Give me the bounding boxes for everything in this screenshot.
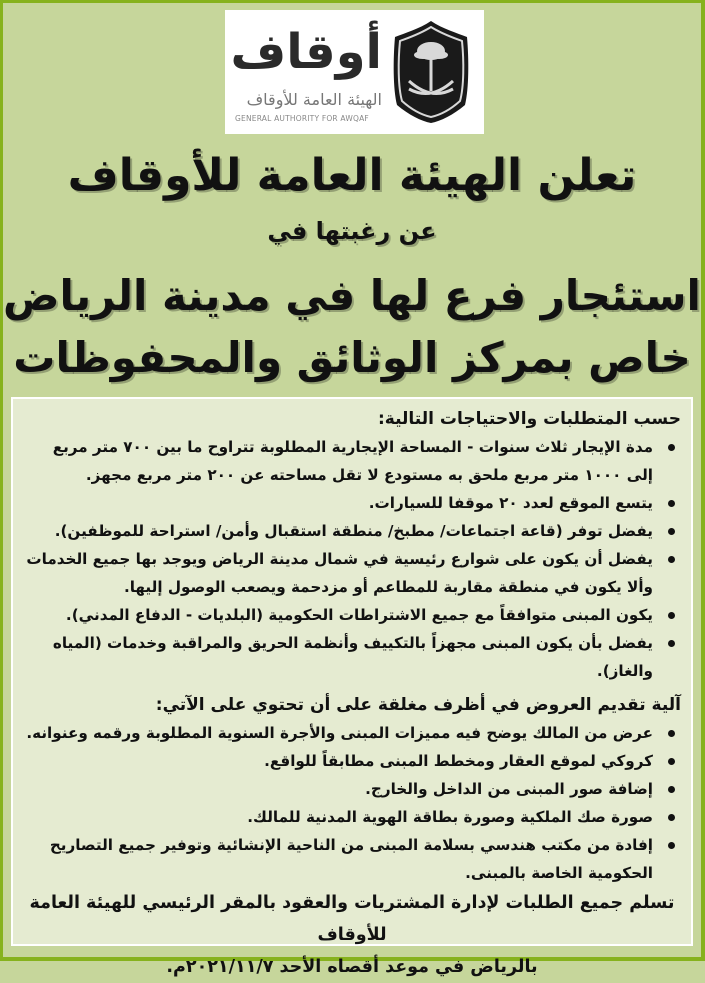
submission-item	[23, 775, 681, 803]
submission-item	[23, 831, 681, 887]
requirement-item	[23, 433, 681, 489]
bullet-icon	[668, 842, 675, 849]
requirement-item	[23, 545, 681, 601]
logo	[225, 10, 484, 134]
submission-item	[23, 747, 681, 775]
bullet-icon	[668, 444, 675, 451]
submission-item	[23, 803, 681, 831]
requirement-text: يتسع الموقع لعدد ٢٠ موقفا للسيارات.	[368, 494, 653, 512]
requirement-text: يكون المبنى متوافقاً مع جميع الاشتراطات الحكومية (البلديات - الدفاع المدني).	[65, 606, 653, 624]
headline-department: خاص بمركز الوثائق والمحفوظات	[13, 333, 691, 382]
bullet-icon	[668, 814, 675, 821]
logo-subtitle-arabic: الهيئة العامة للأوقاف	[246, 90, 382, 109]
requirements-list	[23, 433, 681, 685]
requirements-title: حسب المتطلبات والاحتياجات التالية:	[377, 409, 681, 429]
bullet-icon	[668, 612, 675, 619]
submission-text: عرض من المالك يوضح فيه مميزات المبنى والأجرة السنوية المطلوبة ورقمه وعنوانه.	[26, 724, 653, 742]
submission-text: إضافة صور المبنى من الداخل والخارج.	[365, 780, 653, 798]
headline-main: تعلن الهيئة العامة للأوقاف	[67, 150, 637, 201]
requirement-item	[23, 629, 681, 685]
logo-subtitle-english: GENERAL AUTHORITY FOR AWQAF	[235, 114, 369, 123]
submission-text: صورة صك الملكية وصورة بطاقة الهوية المدنية للمالك.	[247, 808, 653, 826]
submission-deadline	[23, 887, 681, 983]
headline-sub: عن رغبتها في	[267, 217, 437, 245]
bullet-icon	[668, 786, 675, 793]
bullet-icon	[668, 528, 675, 535]
submission-item	[23, 719, 681, 747]
submission-list	[23, 719, 681, 887]
requirement-text: يفضل بأن يكون المبنى مجهزاً بالتكييف وأنظمة الحريق والمراقبة وخدمات (المياه والغاز).	[52, 634, 653, 680]
requirement-text: يفضل أن يكون على شوارع رئيسية في شمال مدينة الرياض ويوجد بها جميع الخدمات وألا يكون في منطقة مقاربة للمطاعم أو مزدحمة ويصعب الوصول إليها.	[26, 550, 653, 596]
bullet-icon	[668, 556, 675, 563]
palm-and-swords-emblem-icon	[391, 19, 471, 125]
headline-purpose: استئجار فرع لها في مدينة الرياض	[3, 271, 701, 320]
requirement-item	[23, 601, 681, 629]
bullet-icon	[668, 500, 675, 507]
deadline-line-1: تسلم جميع الطلبات لإدارة المشتريات والعقود بالمقر الرئيسي للهيئة العامة للأوقاف	[29, 893, 675, 945]
submission-text: إفادة من مكتب هندسي بسلامة المبنى من الناحية الإنشائية وتوفير جميع التصاريح الحكومية الخاصة بالمبنى.	[49, 836, 653, 882]
requirement-item	[23, 489, 681, 517]
requirement-text: يفضل توفر (قاعة اجتماعات/ مطبخ/ منطقة استقبال وأمن/ استراحة للموظفين).	[54, 522, 653, 540]
bullet-icon	[668, 758, 675, 765]
bullet-icon	[668, 730, 675, 737]
requirement-text: مدة الإيجار ثلاث سنوات - المساحة الإيجارية المطلوبة تتراوح ما بين ٧٠٠ متر مربع إلى ١٠٠٠ متر مربع ملحق به مستودع لا تقل مساحته عن ٢٠٠ متر مربع مجهز.	[52, 438, 653, 484]
logo-wordmark: أوقاف	[230, 24, 382, 80]
details-panel	[11, 397, 693, 977]
bullet-icon	[668, 640, 675, 647]
submission-text: كروكي لموقع العقار ومخطط المبنى مطابقاً للواقع.	[264, 752, 653, 770]
requirement-item	[23, 517, 681, 545]
deadline-line-2: بالرياض في موعد أقصاه الأحد ٢٠٢١/١١/٧م.	[166, 957, 538, 977]
submission-title: آلية تقديم العروض في أظرف مغلقة على أن تحتوي على الآتي:	[155, 695, 681, 715]
